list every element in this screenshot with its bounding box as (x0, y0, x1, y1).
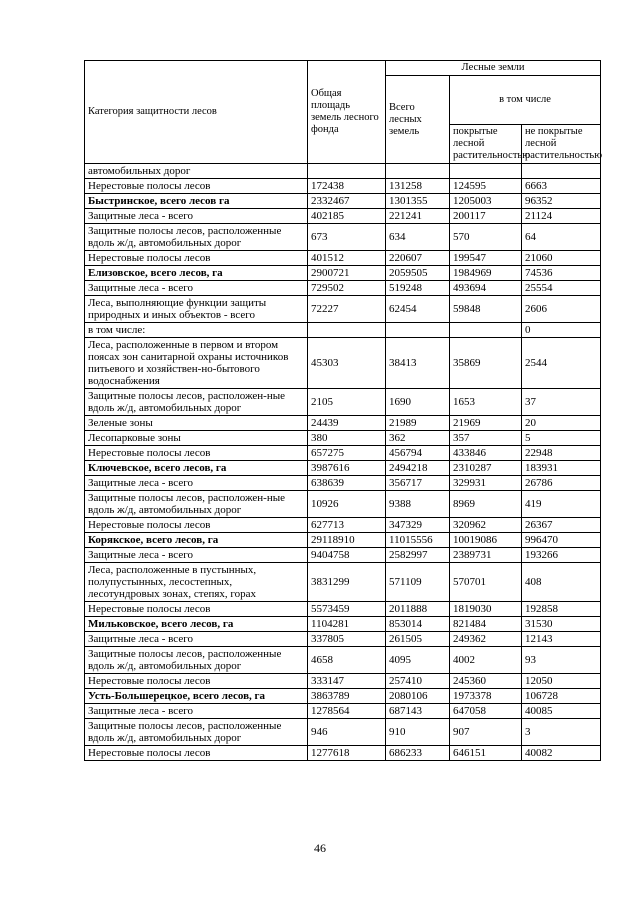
total-area-cell: 627713 (308, 518, 386, 533)
table-row (85, 548, 601, 563)
covered-cell: 821484 (450, 617, 522, 632)
table-row (85, 266, 601, 281)
category-cell: Лесопарковые зоны (85, 431, 308, 446)
table-row (85, 179, 601, 194)
table-row (85, 674, 601, 689)
category-cell: Нерестовые полосы лесов (85, 251, 308, 266)
covered-cell: 200117 (450, 209, 522, 224)
category-cell: Нерестовые полосы лесов (85, 746, 308, 761)
forest-lands-cell: 634 (386, 224, 450, 251)
total-area-cell: 638639 (308, 476, 386, 491)
covered-cell: 2310287 (450, 461, 522, 476)
header-covered: покрытые лесной растительностью (450, 125, 522, 164)
covered-cell: 4002 (450, 647, 522, 674)
forest-lands-cell: 1301355 (386, 194, 450, 209)
uncovered-cell: 6663 (522, 179, 601, 194)
total-area-cell: 1104281 (308, 617, 386, 632)
forest-lands-cell: 356717 (386, 476, 450, 491)
forest-lands-cell: 686233 (386, 746, 450, 761)
uncovered-cell: 12050 (522, 674, 601, 689)
covered-cell: 357 (450, 431, 522, 446)
covered-cell: 199547 (450, 251, 522, 266)
total-area-cell: 29118910 (308, 533, 386, 548)
header-total-area: Общая площадь земель лесного фонда (308, 61, 386, 164)
category-cell: Нерестовые полосы лесов (85, 674, 308, 689)
covered-cell: 646151 (450, 746, 522, 761)
table-row (85, 704, 601, 719)
table-row (85, 461, 601, 476)
uncovered-cell: 37 (522, 389, 601, 416)
category-cell: Леса, расположенные в первом и втором поясах зон санитарной охраны источников питьевого и хозяйствен-но-бытового водоснабжения (85, 338, 308, 389)
forest-lands-cell (386, 164, 450, 179)
table-row (85, 602, 601, 617)
category-cell: Нерестовые полосы лесов (85, 179, 308, 194)
uncovered-cell (522, 164, 601, 179)
total-area-cell: 24439 (308, 416, 386, 431)
table-row (85, 518, 601, 533)
total-area-cell: 2105 (308, 389, 386, 416)
forest-lands-cell: 571109 (386, 563, 450, 602)
forest-lands-cell: 261505 (386, 632, 450, 647)
category-cell: Нерестовые полосы лесов (85, 602, 308, 617)
total-area-cell: 72227 (308, 296, 386, 323)
forest-lands-cell: 853014 (386, 617, 450, 632)
category-cell: Защитные леса - всего (85, 281, 308, 296)
total-area-cell: 4658 (308, 647, 386, 674)
forest-lands-cell: 2059505 (386, 266, 450, 281)
total-area-cell: 9404758 (308, 548, 386, 563)
header-not-covered: не покрытые лесной растительностью (522, 125, 601, 164)
category-cell: Защитные полосы лесов, расположен-ные вдоль ж/д, автомобильных дорог (85, 389, 308, 416)
forest-lands-cell: 220607 (386, 251, 450, 266)
covered-cell: 10019086 (450, 533, 522, 548)
uncovered-cell: 996470 (522, 533, 601, 548)
covered-cell: 1205003 (450, 194, 522, 209)
category-cell: Защитные полосы лесов, расположенные вдоль ж/д, автомобильных дорог (85, 719, 308, 746)
covered-cell: 249362 (450, 632, 522, 647)
forest-lands-cell: 9388 (386, 491, 450, 518)
forest-lands-cell: 2582997 (386, 548, 450, 563)
covered-cell: 647058 (450, 704, 522, 719)
table-row (85, 296, 601, 323)
uncovered-cell: 40085 (522, 704, 601, 719)
covered-cell: 245360 (450, 674, 522, 689)
covered-cell: 1984969 (450, 266, 522, 281)
total-area-cell: 1278564 (308, 704, 386, 719)
category-cell: Леса, расположенные в пустынных, полупустынных, лесостепных, лесотундровых зонах, степях, горах (85, 563, 308, 602)
table-row (85, 746, 601, 761)
category-cell: Леса, выполняющие функции защиты природных и иных объектов - всего (85, 296, 308, 323)
category-cell: автомобильных дорог (85, 164, 308, 179)
forest-lands-cell: 221241 (386, 209, 450, 224)
category-cell: Ключевское, всего лесов, га (85, 461, 308, 476)
covered-cell (450, 323, 522, 338)
uncovered-cell: 74536 (522, 266, 601, 281)
covered-cell: 570701 (450, 563, 522, 602)
total-area-cell: 3831299 (308, 563, 386, 602)
total-area-cell: 729502 (308, 281, 386, 296)
uncovered-cell: 193266 (522, 548, 601, 563)
covered-cell: 35869 (450, 338, 522, 389)
category-cell: Мильковское, всего лесов, га (85, 617, 308, 632)
table-row (85, 476, 601, 491)
table-row (85, 647, 601, 674)
table-row (85, 563, 601, 602)
category-cell: Защитные леса - всего (85, 704, 308, 719)
covered-cell: 124595 (450, 179, 522, 194)
forest-lands-cell: 62454 (386, 296, 450, 323)
covered-cell: 493694 (450, 281, 522, 296)
uncovered-cell: 31530 (522, 617, 601, 632)
forest-lands-cell: 257410 (386, 674, 450, 689)
uncovered-cell: 20 (522, 416, 601, 431)
total-area-cell: 2332467 (308, 194, 386, 209)
total-area-cell: 1277618 (308, 746, 386, 761)
forest-lands-cell (386, 323, 450, 338)
total-area-cell: 10926 (308, 491, 386, 518)
covered-cell: 570 (450, 224, 522, 251)
covered-cell: 8969 (450, 491, 522, 518)
forest-lands-cell: 21989 (386, 416, 450, 431)
uncovered-cell: 0 (522, 323, 601, 338)
uncovered-cell: 64 (522, 224, 601, 251)
total-area-cell: 657275 (308, 446, 386, 461)
total-area-cell: 673 (308, 224, 386, 251)
uncovered-cell: 22948 (522, 446, 601, 461)
forest-lands-cell: 519248 (386, 281, 450, 296)
table-row (85, 617, 601, 632)
table-row (85, 689, 601, 704)
table-row (85, 416, 601, 431)
uncovered-cell: 408 (522, 563, 601, 602)
category-cell: Защитные леса - всего (85, 476, 308, 491)
uncovered-cell: 21124 (522, 209, 601, 224)
header-forest-lands: Лесные земли (386, 61, 601, 76)
category-cell: Нерестовые полосы лесов (85, 518, 308, 533)
covered-cell (450, 164, 522, 179)
uncovered-cell: 3 (522, 719, 601, 746)
table-row (85, 224, 601, 251)
total-area-cell: 3987616 (308, 461, 386, 476)
table-row (85, 194, 601, 209)
uncovered-cell: 40082 (522, 746, 601, 761)
header-row-1 (85, 61, 601, 76)
category-cell: Быстринское, всего лесов га (85, 194, 308, 209)
category-cell: Защитные полосы лесов, расположен-ные вдоль ж/д, автомобильных дорог (85, 491, 308, 518)
covered-cell: 2389731 (450, 548, 522, 563)
header-all-forest-lands: Всего лесных земель (386, 76, 450, 164)
total-area-cell (308, 164, 386, 179)
category-cell: Елизовское, всего лесов, га (85, 266, 308, 281)
total-area-cell (308, 323, 386, 338)
forest-protection-table (84, 60, 601, 761)
table-row (85, 323, 601, 338)
table-row (85, 632, 601, 647)
header-including: в том числе (450, 76, 601, 125)
uncovered-cell: 96352 (522, 194, 601, 209)
category-cell: Защитные полосы лесов, расположенные вдоль ж/д, автомобильных дорог (85, 647, 308, 674)
covered-cell: 907 (450, 719, 522, 746)
forest-lands-cell: 456794 (386, 446, 450, 461)
covered-cell: 433846 (450, 446, 522, 461)
uncovered-cell: 26367 (522, 518, 601, 533)
table-row (85, 389, 601, 416)
table-row (85, 281, 601, 296)
total-area-cell: 401512 (308, 251, 386, 266)
category-cell: Корякское, всего лесов, га (85, 533, 308, 548)
table-body (85, 61, 601, 761)
uncovered-cell: 5 (522, 431, 601, 446)
forest-lands-cell: 2011888 (386, 602, 450, 617)
uncovered-cell: 183931 (522, 461, 601, 476)
total-area-cell: 337805 (308, 632, 386, 647)
category-cell: Нерестовые полосы лесов (85, 446, 308, 461)
total-area-cell: 333147 (308, 674, 386, 689)
covered-cell: 21969 (450, 416, 522, 431)
forest-lands-cell: 347329 (386, 518, 450, 533)
table-row (85, 533, 601, 548)
uncovered-cell: 192858 (522, 602, 601, 617)
category-cell: в том числе: (85, 323, 308, 338)
category-cell: Защитные леса - всего (85, 548, 308, 563)
covered-cell: 320962 (450, 518, 522, 533)
uncovered-cell: 25554 (522, 281, 601, 296)
covered-cell: 1653 (450, 389, 522, 416)
forest-lands-cell: 4095 (386, 647, 450, 674)
forest-lands-cell: 910 (386, 719, 450, 746)
forest-lands-cell: 131258 (386, 179, 450, 194)
forest-lands-cell: 1690 (386, 389, 450, 416)
table-row (85, 446, 601, 461)
total-area-cell: 2900721 (308, 266, 386, 281)
uncovered-cell: 26786 (522, 476, 601, 491)
table-row (85, 164, 601, 179)
forest-lands-cell: 687143 (386, 704, 450, 719)
category-cell: Защитные леса - всего (85, 632, 308, 647)
total-area-cell: 380 (308, 431, 386, 446)
covered-cell: 1819030 (450, 602, 522, 617)
uncovered-cell: 93 (522, 647, 601, 674)
forest-lands-cell: 2080106 (386, 689, 450, 704)
table-row (85, 719, 601, 746)
table-row (85, 251, 601, 266)
forest-lands-cell: 2494218 (386, 461, 450, 476)
covered-cell: 1973378 (450, 689, 522, 704)
table-row (85, 209, 601, 224)
total-area-cell: 172438 (308, 179, 386, 194)
total-area-cell: 5573459 (308, 602, 386, 617)
uncovered-cell: 419 (522, 491, 601, 518)
category-cell: Защитные полосы лесов, расположенные вдоль ж/д, автомобильных дорог (85, 224, 308, 251)
total-area-cell: 3863789 (308, 689, 386, 704)
uncovered-cell: 2544 (522, 338, 601, 389)
header-category: Категория защитности лесов (85, 61, 308, 164)
covered-cell: 59848 (450, 296, 522, 323)
table-row (85, 338, 601, 389)
uncovered-cell: 12143 (522, 632, 601, 647)
covered-cell: 329931 (450, 476, 522, 491)
category-cell: Усть-Большерецкое, всего лесов, га (85, 689, 308, 704)
total-area-cell: 45303 (308, 338, 386, 389)
page-number: 46 (314, 841, 326, 855)
total-area-cell: 946 (308, 719, 386, 746)
category-cell: Защитные леса - всего (85, 209, 308, 224)
forest-lands-cell: 38413 (386, 338, 450, 389)
uncovered-cell: 2606 (522, 296, 601, 323)
uncovered-cell: 21060 (522, 251, 601, 266)
category-cell: Зеленые зоны (85, 416, 308, 431)
uncovered-cell: 106728 (522, 689, 601, 704)
table-row (85, 431, 601, 446)
forest-lands-cell: 11015556 (386, 533, 450, 548)
total-area-cell: 402185 (308, 209, 386, 224)
forest-lands-cell: 362 (386, 431, 450, 446)
table-row (85, 491, 601, 518)
